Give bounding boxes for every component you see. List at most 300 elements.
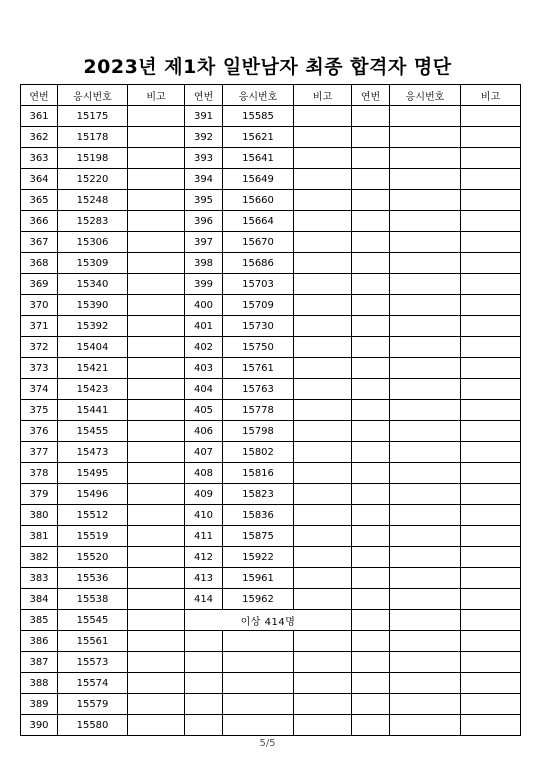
table-row (21, 463, 521, 484)
exam-number-cell: 15641 (223, 148, 294, 169)
table-row (21, 526, 521, 547)
table-row (21, 211, 521, 232)
remarks-cell (294, 232, 352, 253)
exam-number-cell: 15520 (58, 547, 128, 568)
serial-cell (352, 673, 390, 694)
serial-cell (352, 274, 390, 295)
serial-cell: 414 (185, 589, 223, 610)
serial-cell: 403 (185, 358, 223, 379)
remarks-cell (294, 568, 352, 589)
header-serial: 연번 (185, 85, 223, 106)
remarks-cell (461, 673, 521, 694)
serial-cell: 378 (21, 463, 58, 484)
exam-number-cell (390, 673, 461, 694)
page-number: 5/5 (259, 738, 276, 749)
serial-cell: 384 (21, 589, 58, 610)
exam-number-cell: 15778 (223, 400, 294, 421)
remarks-cell (461, 379, 521, 400)
serial-cell: 364 (21, 169, 58, 190)
serial-cell: 390 (21, 715, 58, 736)
exam-number-cell (390, 442, 461, 463)
serial-cell (185, 652, 223, 673)
exam-number-cell: 15573 (58, 652, 128, 673)
table-row (21, 442, 521, 463)
remarks-cell (461, 610, 521, 631)
serial-cell: 395 (185, 190, 223, 211)
table-row (21, 505, 521, 526)
table-row (21, 421, 521, 442)
remarks-cell (294, 463, 352, 484)
remarks-cell (461, 568, 521, 589)
remarks-cell (294, 442, 352, 463)
exam-number-cell (390, 232, 461, 253)
serial-cell (352, 610, 390, 631)
exam-number-cell: 15473 (58, 442, 128, 463)
serial-cell (352, 169, 390, 190)
serial-cell (185, 673, 223, 694)
serial-cell: 381 (21, 526, 58, 547)
remarks-cell (294, 253, 352, 274)
remarks-cell (461, 526, 521, 547)
header-remarks: 비고 (294, 85, 352, 106)
remarks-cell (128, 190, 185, 211)
header-exam-number: 응시번호 (58, 85, 128, 106)
remarks-cell (294, 295, 352, 316)
remarks-cell (128, 568, 185, 589)
serial-cell (352, 652, 390, 673)
serial-cell (352, 484, 390, 505)
serial-cell: 401 (185, 316, 223, 337)
serial-cell: 366 (21, 211, 58, 232)
exam-number-cell (223, 652, 294, 673)
exam-number-cell (390, 358, 461, 379)
serial-cell (352, 715, 390, 736)
serial-cell (352, 400, 390, 421)
remarks-cell (461, 652, 521, 673)
remarks-cell (461, 148, 521, 169)
page-title: 2023년 제1차 일반남자 최종 합격자 명단 (83, 56, 452, 78)
exam-number-cell (390, 295, 461, 316)
exam-number-cell: 15649 (223, 169, 294, 190)
table-row (21, 715, 521, 736)
remarks-cell (128, 652, 185, 673)
remarks-cell (294, 526, 352, 547)
remarks-cell (128, 715, 185, 736)
table-row (21, 106, 521, 127)
exam-number-cell: 15798 (223, 421, 294, 442)
remarks-cell (128, 631, 185, 652)
serial-cell: 389 (21, 694, 58, 715)
remarks-cell (461, 442, 521, 463)
exam-number-cell: 15585 (223, 106, 294, 127)
table-row (21, 379, 521, 400)
exam-number-cell: 15421 (58, 358, 128, 379)
serial-cell: 402 (185, 337, 223, 358)
exam-number-cell: 15579 (58, 694, 128, 715)
remarks-cell (128, 358, 185, 379)
header-serial: 연번 (21, 85, 58, 106)
serial-cell: 397 (185, 232, 223, 253)
exam-number-cell (390, 337, 461, 358)
remarks-cell (461, 316, 521, 337)
remarks-cell (128, 211, 185, 232)
serial-cell (352, 148, 390, 169)
serial-cell: 367 (21, 232, 58, 253)
table-row (21, 253, 521, 274)
exam-number-cell (390, 652, 461, 673)
serial-cell: 374 (21, 379, 58, 400)
exam-number-cell: 15730 (223, 316, 294, 337)
remarks-cell (294, 715, 352, 736)
table-row (21, 694, 521, 715)
exam-number-cell: 15536 (58, 568, 128, 589)
remarks-cell (461, 274, 521, 295)
serial-cell: 383 (21, 568, 58, 589)
remarks-cell (461, 337, 521, 358)
exam-number-cell: 15686 (223, 253, 294, 274)
header-serial: 연번 (352, 85, 390, 106)
serial-cell: 392 (185, 127, 223, 148)
header-remarks: 비고 (461, 85, 521, 106)
serial-cell: 399 (185, 274, 223, 295)
exam-number-cell: 15340 (58, 274, 128, 295)
remarks-cell (128, 169, 185, 190)
exam-number-cell: 15496 (58, 484, 128, 505)
table-row (21, 316, 521, 337)
remarks-cell (128, 379, 185, 400)
remarks-cell (294, 631, 352, 652)
serial-cell (352, 316, 390, 337)
remarks-cell (294, 211, 352, 232)
serial-cell (352, 232, 390, 253)
serial-cell (352, 589, 390, 610)
exam-number-cell: 15802 (223, 442, 294, 463)
remarks-cell (294, 505, 352, 526)
serial-cell (352, 337, 390, 358)
serial-cell: 400 (185, 295, 223, 316)
table-row (21, 652, 521, 673)
serial-cell: 385 (21, 610, 58, 631)
roster-table (20, 84, 521, 736)
exam-number-cell: 15962 (223, 589, 294, 610)
remarks-cell (461, 169, 521, 190)
table-row (21, 148, 521, 169)
serial-cell: 373 (21, 358, 58, 379)
remarks-cell (294, 106, 352, 127)
exam-number-cell (390, 610, 461, 631)
serial-cell (352, 694, 390, 715)
table-row (21, 190, 521, 211)
serial-cell: 380 (21, 505, 58, 526)
remarks-cell (461, 295, 521, 316)
remarks-cell (128, 106, 185, 127)
exam-number-cell: 15306 (58, 232, 128, 253)
exam-number-cell (390, 589, 461, 610)
exam-number-cell: 15423 (58, 379, 128, 400)
serial-cell: 391 (185, 106, 223, 127)
exam-number-cell: 15178 (58, 127, 128, 148)
serial-cell (185, 631, 223, 652)
serial-cell: 394 (185, 169, 223, 190)
serial-cell (352, 211, 390, 232)
exam-number-cell: 15761 (223, 358, 294, 379)
exam-number-cell (223, 673, 294, 694)
remarks-cell (294, 673, 352, 694)
remarks-cell (461, 463, 521, 484)
exam-number-cell (390, 316, 461, 337)
exam-number-cell (390, 379, 461, 400)
serial-cell: 410 (185, 505, 223, 526)
header-exam-number: 응시번호 (223, 85, 294, 106)
serial-cell: 375 (21, 400, 58, 421)
exam-number-cell: 15922 (223, 547, 294, 568)
serial-cell: 409 (185, 484, 223, 505)
serial-cell: 405 (185, 400, 223, 421)
serial-cell (352, 358, 390, 379)
remarks-cell (128, 274, 185, 295)
table-row (21, 610, 521, 631)
exam-number-cell (390, 568, 461, 589)
remarks-cell (128, 589, 185, 610)
exam-number-cell: 15441 (58, 400, 128, 421)
exam-number-cell: 15283 (58, 211, 128, 232)
serial-cell: 372 (21, 337, 58, 358)
serial-cell (352, 631, 390, 652)
exam-number-cell: 15198 (58, 148, 128, 169)
serial-cell (352, 463, 390, 484)
table-row (21, 295, 521, 316)
exam-number-cell: 15961 (223, 568, 294, 589)
exam-number-cell: 15709 (223, 295, 294, 316)
exam-number-cell: 15763 (223, 379, 294, 400)
serial-cell: 371 (21, 316, 58, 337)
table-row (21, 274, 521, 295)
roster-body (21, 106, 521, 736)
remarks-cell (294, 547, 352, 568)
serial-cell: 362 (21, 127, 58, 148)
serial-cell: 396 (185, 211, 223, 232)
remarks-cell (128, 547, 185, 568)
exam-number-cell: 15175 (58, 106, 128, 127)
serial-cell: 386 (21, 631, 58, 652)
exam-number-cell: 15836 (223, 505, 294, 526)
serial-cell (352, 106, 390, 127)
serial-cell (352, 568, 390, 589)
serial-cell: 393 (185, 148, 223, 169)
table-row (21, 484, 521, 505)
exam-number-cell: 15561 (58, 631, 128, 652)
table-row (21, 358, 521, 379)
exam-number-cell: 15392 (58, 316, 128, 337)
exam-number-cell: 15670 (223, 232, 294, 253)
exam-number-cell: 15875 (223, 526, 294, 547)
exam-number-cell: 15545 (58, 610, 128, 631)
header-remarks: 비고 (128, 85, 185, 106)
serial-cell (352, 127, 390, 148)
exam-number-cell (390, 484, 461, 505)
serial-cell: 398 (185, 253, 223, 274)
exam-number-cell (223, 715, 294, 736)
exam-number-cell: 15660 (223, 190, 294, 211)
serial-cell: 408 (185, 463, 223, 484)
exam-number-cell (390, 190, 461, 211)
exam-number-cell (390, 253, 461, 274)
serial-cell (352, 379, 390, 400)
exam-number-cell: 15512 (58, 505, 128, 526)
exam-number-cell: 15538 (58, 589, 128, 610)
exam-number-cell (390, 106, 461, 127)
remarks-cell (128, 127, 185, 148)
remarks-cell (294, 316, 352, 337)
serial-cell (352, 547, 390, 568)
serial-cell: 387 (21, 652, 58, 673)
exam-number-cell (390, 463, 461, 484)
exam-number-cell: 15823 (223, 484, 294, 505)
remarks-cell (128, 421, 185, 442)
serial-cell (352, 421, 390, 442)
serial-cell: 382 (21, 547, 58, 568)
summary-cell: 이상 414명 (185, 610, 352, 631)
serial-cell (352, 505, 390, 526)
exam-number-cell: 15580 (58, 715, 128, 736)
remarks-cell (461, 190, 521, 211)
header-row (21, 85, 521, 106)
remarks-cell (294, 484, 352, 505)
table-row (21, 337, 521, 358)
serial-cell: 369 (21, 274, 58, 295)
exam-number-cell (390, 400, 461, 421)
remarks-cell (461, 211, 521, 232)
exam-number-cell (390, 526, 461, 547)
remarks-cell (294, 127, 352, 148)
remarks-cell (294, 589, 352, 610)
exam-number-cell: 15309 (58, 253, 128, 274)
remarks-cell (294, 421, 352, 442)
serial-cell: 412 (185, 547, 223, 568)
serial-cell (352, 295, 390, 316)
remarks-cell (294, 148, 352, 169)
exam-number-cell (390, 127, 461, 148)
remarks-cell (128, 148, 185, 169)
remarks-cell (461, 589, 521, 610)
table-row (21, 169, 521, 190)
exam-number-cell: 15664 (223, 211, 294, 232)
exam-number-cell (390, 274, 461, 295)
exam-number-cell: 15519 (58, 526, 128, 547)
exam-number-cell: 15390 (58, 295, 128, 316)
serial-cell (352, 253, 390, 274)
remarks-cell (294, 169, 352, 190)
serial-cell: 376 (21, 421, 58, 442)
remarks-cell (294, 652, 352, 673)
exam-number-cell: 15703 (223, 274, 294, 295)
remarks-cell (461, 715, 521, 736)
exam-number-cell (390, 421, 461, 442)
serial-cell: 365 (21, 190, 58, 211)
serial-cell (185, 694, 223, 715)
exam-number-cell: 15248 (58, 190, 128, 211)
remarks-cell (461, 106, 521, 127)
exam-number-cell: 15220 (58, 169, 128, 190)
table-row (21, 631, 521, 652)
serial-cell: 388 (21, 673, 58, 694)
table-row (21, 400, 521, 421)
exam-number-cell: 15404 (58, 337, 128, 358)
exam-number-cell: 15750 (223, 337, 294, 358)
exam-number-cell (223, 631, 294, 652)
remarks-cell (461, 127, 521, 148)
table-row (21, 568, 521, 589)
remarks-cell (294, 379, 352, 400)
remarks-cell (294, 337, 352, 358)
remarks-cell (128, 526, 185, 547)
remarks-cell (128, 400, 185, 421)
serial-cell: 377 (21, 442, 58, 463)
serial-cell (352, 526, 390, 547)
remarks-cell (128, 484, 185, 505)
serial-cell: 413 (185, 568, 223, 589)
remarks-cell (294, 358, 352, 379)
table-row (21, 232, 521, 253)
serial-cell (185, 715, 223, 736)
exam-number-cell: 15816 (223, 463, 294, 484)
remarks-cell (461, 694, 521, 715)
remarks-cell (461, 400, 521, 421)
remarks-cell (294, 400, 352, 421)
table-row (21, 673, 521, 694)
serial-cell: 361 (21, 106, 58, 127)
remarks-cell (461, 232, 521, 253)
remarks-cell (461, 358, 521, 379)
serial-cell (352, 442, 390, 463)
exam-number-cell: 15574 (58, 673, 128, 694)
remarks-cell (128, 337, 185, 358)
remarks-cell (128, 295, 185, 316)
remarks-cell (461, 484, 521, 505)
exam-number-cell: 15455 (58, 421, 128, 442)
exam-number-cell (390, 631, 461, 652)
serial-cell (352, 190, 390, 211)
remarks-cell (128, 253, 185, 274)
remarks-cell (294, 694, 352, 715)
serial-cell: 363 (21, 148, 58, 169)
header-exam-number: 응시번호 (390, 85, 461, 106)
remarks-cell (461, 547, 521, 568)
remarks-cell (294, 190, 352, 211)
exam-number-cell (390, 715, 461, 736)
exam-number-cell: 15495 (58, 463, 128, 484)
exam-number-cell (390, 148, 461, 169)
table-row (21, 127, 521, 148)
serial-cell: 407 (185, 442, 223, 463)
remarks-cell (461, 253, 521, 274)
remarks-cell (461, 505, 521, 526)
remarks-cell (128, 232, 185, 253)
remarks-cell (461, 421, 521, 442)
serial-cell: 406 (185, 421, 223, 442)
remarks-cell (128, 442, 185, 463)
exam-number-cell (390, 211, 461, 232)
serial-cell: 368 (21, 253, 58, 274)
remarks-cell (128, 610, 185, 631)
exam-number-cell (390, 694, 461, 715)
remarks-cell (128, 463, 185, 484)
exam-number-cell (390, 169, 461, 190)
remarks-cell (128, 316, 185, 337)
remarks-cell (128, 505, 185, 526)
exam-number-cell (390, 547, 461, 568)
remarks-cell (128, 694, 185, 715)
